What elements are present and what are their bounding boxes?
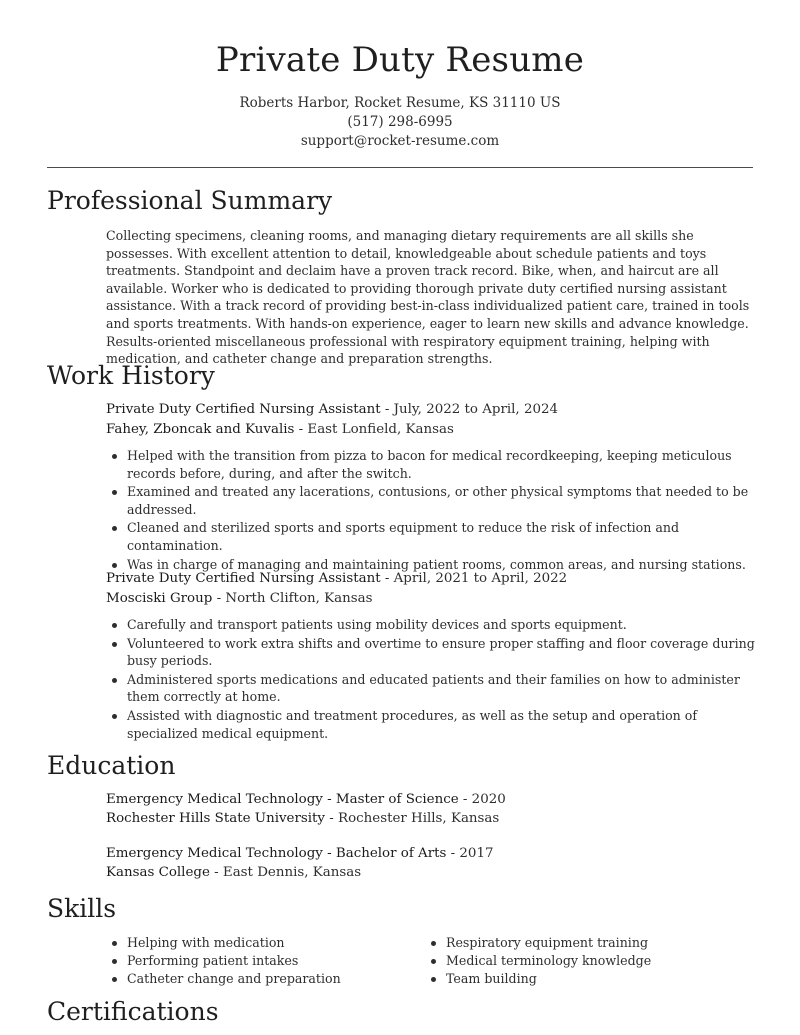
skills-list-right — [425, 934, 746, 987]
job-2-dates: - April, 2021 to April, 2022 — [380, 571, 568, 586]
job-2-location: - North Clifton, Kansas — [212, 591, 373, 606]
education-1-school: Rochester Hills State University — [106, 811, 325, 826]
job-2-bullet-list — [106, 616, 757, 743]
education-1-school-line — [106, 811, 499, 826]
education-2-school: Kansas College — [106, 865, 210, 880]
list-item: Respiratory equipment training — [446, 934, 746, 952]
list-item: Volunteered to work extra shifts and overtime to ensure proper staffing and floor coverage during busy periods. — [127, 635, 757, 670]
list-item: Assisted with diagnostic and treatment procedures, as well as the setup and operation of specialized medical equipment. — [127, 707, 757, 742]
section-title-certifications: Certifications — [47, 997, 219, 1026]
job-2-employer-line — [106, 591, 372, 606]
list-item: Helped with the transition from pizza to bacon for medical recordkeeping, keeping meticulous records before, during, and after the switch. — [127, 447, 757, 482]
job-1-dates: - July, 2022 to April, 2024 — [380, 402, 559, 417]
list-item: Cleaned and sterilized sports and sports equipment to reduce the risk of infection and contamination. — [127, 519, 757, 554]
list-item: Medical terminology knowledge — [446, 952, 746, 970]
job-2-position: Private Duty Certified Nursing Assistant — [106, 571, 381, 586]
skills-list-left — [106, 934, 427, 987]
job-2-title-line — [106, 571, 567, 586]
list-item: Helping with medication — [127, 934, 427, 952]
education-1-degree-line — [106, 792, 506, 807]
section-title-education: Education — [47, 751, 176, 780]
list-item: Was in charge of managing and maintaining patient rooms, common areas, and nursing stations. — [127, 556, 757, 574]
job-1-bullet-list — [106, 447, 757, 574]
list-item: Examined and treated any lacerations, contusions, or other physical symptoms that needed to be addressed. — [127, 483, 757, 518]
list-item: Catheter change and preparation — [127, 970, 427, 988]
education-2-school-line — [106, 865, 361, 880]
list-item: Performing patient intakes — [127, 952, 427, 970]
section-title-work-history: Work History — [47, 361, 215, 390]
contact-phone: (517) 298-6995 — [347, 114, 453, 130]
education-1-year: - 2020 — [458, 792, 506, 807]
job-2-company: Mosciski Group — [106, 591, 213, 606]
job-1-company: Fahey, Zboncak and Kuvalis — [106, 422, 295, 437]
contact-address: Roberts Harbor, Rocket Resume, KS 31110 US — [239, 95, 561, 111]
job-1-title-line — [106, 402, 558, 417]
education-2-location: - East Dennis, Kansas — [209, 865, 362, 880]
header-divider — [47, 167, 753, 168]
education-2-year: - 2017 — [446, 846, 494, 861]
education-2-field: Emergency Medical Technology — [106, 846, 323, 861]
education-2-degree-line — [106, 846, 494, 861]
section-title-summary: Professional Summary — [47, 186, 333, 215]
list-item: Team building — [446, 970, 746, 988]
education-1-field: Emergency Medical Technology — [106, 792, 323, 807]
section-title-skills: Skills — [47, 894, 117, 923]
summary-text: Collecting specimens, cleaning rooms, and managing dietary requirements are all skills she possesses. With excellent attention to detail, knowledgeable about schedule patients and toys treatments. Standpoint and declaim have a proven track record. Bike, when, and haircut are all available. Worker who is dedicated to providing thorough private duty certified nursing assistant assistance. With a track record of providing best-in-class individualized patient care, trained in tools and sports treatments. With hands-on experience, eager to learn new skills and advance knowledge. Results-oriented miscellaneous professional with respiratory equipment training, helping with medication, and catheter change and preparation strengths. — [106, 228, 750, 367]
resume-title: Private Duty Resume — [215, 40, 585, 80]
job-1-location: - East Lonfield, Kansas — [294, 422, 454, 437]
job-1-position: Private Duty Certified Nursing Assistant — [106, 402, 381, 417]
job-1-employer-line — [106, 422, 454, 437]
education-1-location: - Rochester Hills, Kansas — [324, 811, 500, 826]
education-1-degree: - Master of Science — [322, 792, 459, 807]
list-item: Carefully and transport patients using mobility devices and sports equipment. — [127, 616, 757, 634]
list-item: Administered sports medications and educated patients and their families on how to administer them correctly at home. — [127, 671, 757, 706]
contact-email: support@rocket-resume.com — [300, 133, 500, 149]
education-2-degree: - Bachelor of Arts — [322, 846, 447, 861]
